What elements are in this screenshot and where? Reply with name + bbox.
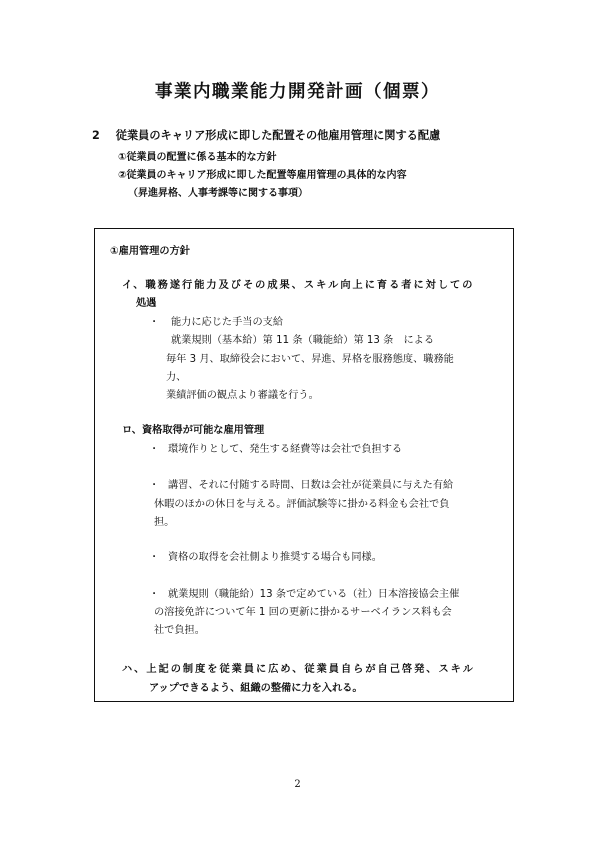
item-i-title: イ、職務遂行能力及びその成果、スキル向上に育る者に対しての — [122, 280, 475, 291]
item-ro-point-4-cont: 社で負担。 — [154, 625, 205, 636]
item-ro-point-2-cont: 担。 — [154, 517, 175, 528]
section-heading — [92, 127, 440, 143]
section-item-2: ②従業員のキャリア形成に即した配置等雇用管理の具体的な内容 — [118, 170, 407, 181]
item-i-line: 就業規則（基本給）第 11 条（職能給）第 13 条 による — [171, 335, 435, 346]
item-i-point-1: 能力に応じた手当の支給 — [171, 317, 284, 328]
page-title: 事業内職業能力開発計画（個票） — [155, 82, 440, 102]
item-ro-point-2-cont: 休暇のほかの休日を与える。評価試験等に掛かる料金も会社で負 — [154, 499, 450, 510]
page-number: 2 — [294, 779, 301, 790]
item-ro-point-1: 環境作りとして、発生する経費等は会社で負担する — [168, 444, 403, 455]
section-number: 2 — [92, 129, 100, 142]
section-title: 従業員のキャリア形成に即した配置その他雇用管理に関する配慮 — [115, 129, 441, 142]
item-ro-title: ロ、資格取得が可能な雇用管理 — [122, 425, 265, 436]
item-ro-point-4-cont: の溶接免許について年 1 回の更新に掛かるサーベイランス料も会 — [154, 607, 452, 618]
bullet: ・ — [149, 480, 160, 491]
section-item-1: ①従業員の配置に係る基本的な方針 — [118, 152, 277, 163]
item-ha-line: アップできるよう、組織の整備に力を入れる。 — [149, 683, 363, 694]
item-ro-point-2: 講習、それに付随する時間、日数は会社が従業員に与えた有給 — [168, 480, 454, 491]
item-ro-point-3: 資格の取得を会社側より推奨する場合も同様。 — [168, 552, 382, 563]
item-ro-point-4: 就業規則（職能給）13 条で定めている（社）日本溶接協会主催 — [168, 589, 460, 600]
bullet: ・ — [149, 317, 160, 328]
box-heading: ①雇用管理の方針 — [110, 246, 190, 257]
section-item-3: （昇進昇格、人事考課等に関する事項） — [128, 188, 308, 199]
bullet: ・ — [149, 552, 160, 563]
item-i-title-cont: 処遇 — [136, 298, 157, 309]
bullet: ・ — [149, 444, 160, 455]
item-i-line: 業績評価の観点より審議を行う。 — [166, 390, 319, 401]
item-ha-line: ハ、上記の制度を従業員に広め、従業員自らが自己啓発、スキル — [122, 664, 475, 675]
item-i-line: 毎年 3 月、取締役会において、昇進、昇格を服務態度、職務能 — [166, 354, 454, 365]
item-i-line: 力、 — [166, 372, 187, 383]
bullet: ・ — [149, 589, 160, 600]
